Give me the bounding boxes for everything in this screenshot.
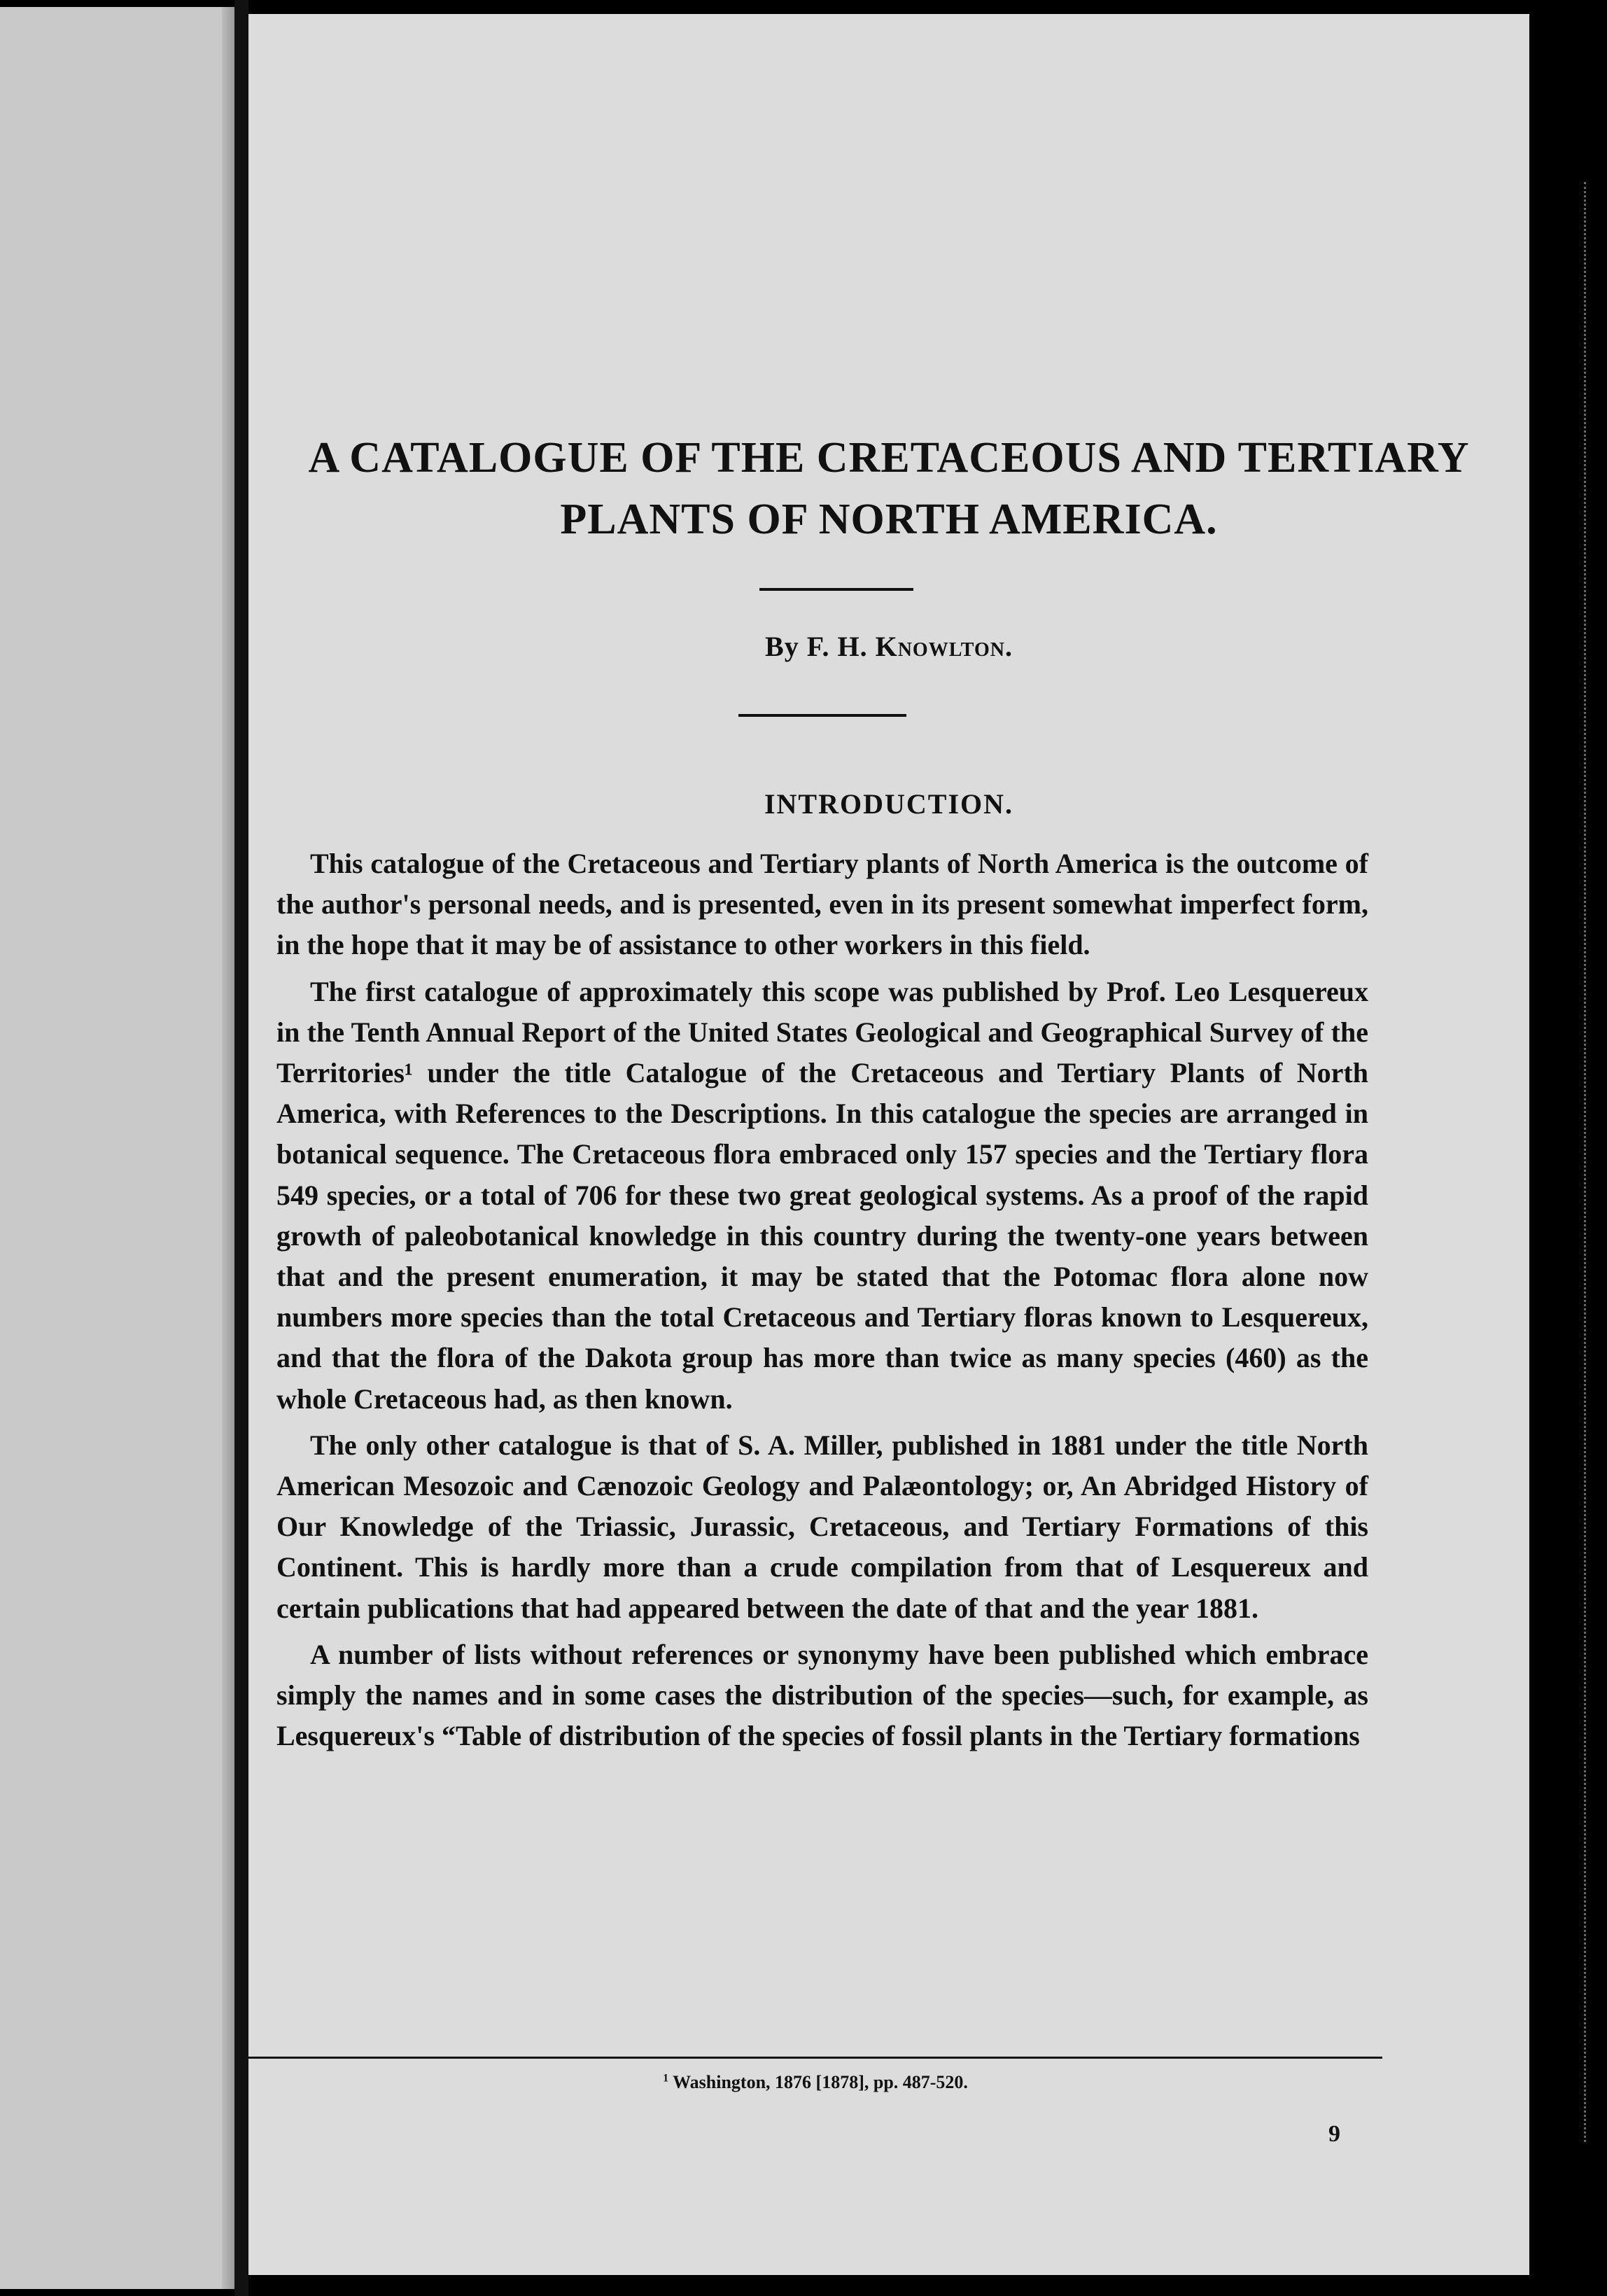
- facing-page-shadow: [222, 7, 234, 2289]
- scan-border: [1529, 0, 1607, 2296]
- footnote-marker: 1: [663, 2072, 669, 2085]
- footnote-text: Washington, 1876 [1878], pp. 487-520.: [673, 2072, 968, 2092]
- author-name: F. H. Knowlton.: [806, 631, 1013, 662]
- document-page: [248, 14, 1529, 2275]
- byline-prefix: By: [765, 631, 799, 662]
- book-gutter: [234, 0, 248, 2296]
- footnote: [248, 2072, 1382, 2093]
- paragraph: This catalogue of the Cretaceous and Tertiary plants of North America is the outcome of the author's personal needs, and is presented, even in its present somewhat imperfect form, in the hope that it may be of assistance to other workers in this field.: [276, 848, 1368, 961]
- byline-divider: [738, 714, 906, 717]
- paragraph: The only other catalogue is that of S. A. Miller, published in 1881 under the title North American Mesozoic and Cænozoic Geology and Palæontology; or, An Abridged History of Our Knowledge of the Triassic, Jurassic, Cretaceous, and Tertiary Formations of this Continent. This is hardly more than a crude compilation from that of Lesquereux and certain publications that had appeared between the date of that and the year 1881.: [276, 1429, 1368, 1624]
- document-title: A CATALOGUE OF THE CRETACEOUS AND TERTIARY PLANTS OF NORTH AMERICA.: [308, 434, 1470, 543]
- page-content: [248, 14, 1529, 2275]
- section-heading: INTRODUCTION.: [764, 788, 1014, 820]
- paragraph: A number of lists without references or synonymy have been published which embrace simply the names and in some cases the distribution of the species—such, for example, as Lesquereux's “Table of distribution of the species of fossil plants in the Tertiary formations: [276, 1638, 1368, 1752]
- footnote-rule: [248, 2057, 1382, 2059]
- byline: [248, 630, 1529, 663]
- scan-edge-marks: [1584, 182, 1593, 2142]
- paragraph: The first catalogue of approximately this scope was published by Prof. Leo Lesquereux in the Tenth Annual Report of the United States Geological and Geographical Survey of the Territories¹ under the title Catalogue of the Cretaceous and Tertiary Plants of North America, with References to the Descriptions. In this catalogue the species are arranged in botanical sequence. The Cretaceous flora embraced only 157 species and the Tertiary flora 549 species, or a total of 706 for these two great geological systems. As a proof of the rapid growth of paleobotanical knowledge in this country during the twenty-one years between that and the present enumeration, it may be stated that the Potomac flora alone now numbers more species than the total Cretaceous and Tertiary floras known to Lesquereux, and that the flora of the Dakota group has more than twice as many species (460) as the whole Cretaceous had, as then known.: [276, 975, 1368, 1415]
- page-number: 9: [1328, 2121, 1340, 2147]
- body-text: [276, 844, 1368, 1762]
- title-divider: [759, 588, 913, 591]
- facing-page-edge: [0, 7, 234, 2289]
